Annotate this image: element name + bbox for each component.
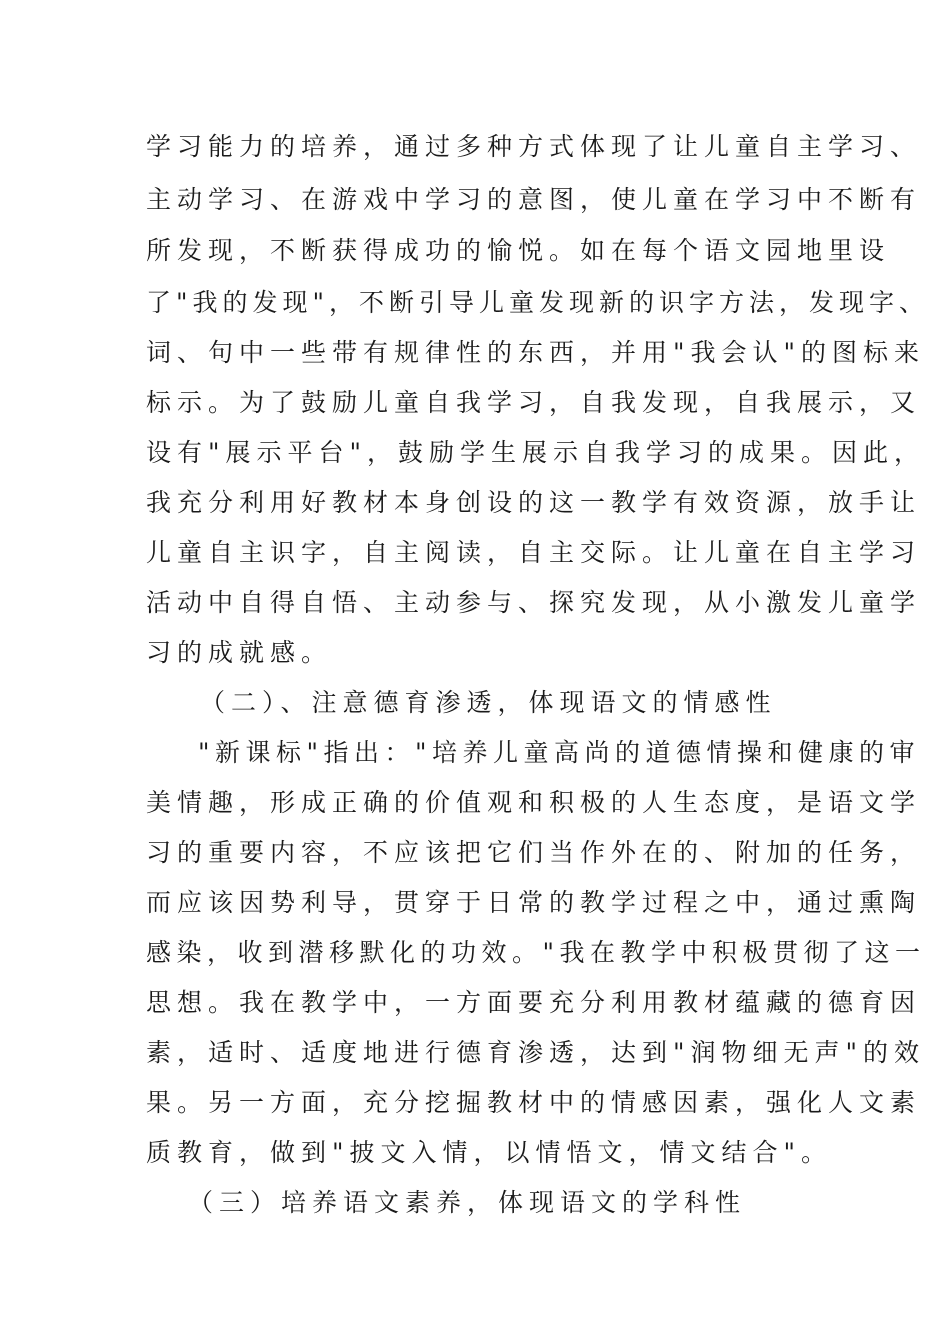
paragraph-line: 标示。为了鼓励儿童自我学习，自我发现，自我展示，又 — [146, 388, 922, 417]
paragraph-line: 而应该因势利导，贯穿于日常的教学过程之中，通过熏陶 — [146, 888, 922, 917]
paragraph-line: 儿童自主识字，自主阅读，自主交际。让儿童在自主学习 — [146, 538, 922, 567]
paragraph-line: 了"我的发现"，不断引导儿童发现新的识字方法，发现字、 — [146, 288, 930, 317]
paragraph-line: 活动中自得自悟、主动参与、探究发现，从小激发儿童学 — [146, 588, 922, 617]
section-heading: （二）、注意德育渗透，体现语文的情感性 — [200, 688, 777, 717]
paragraph-line: 词、句中一些带有规律性的东西，并用"我会认"的图标来 — [146, 338, 926, 367]
paragraph-line: 所发现，不断获得成功的愉悦。如在每个语文园地里设 — [146, 236, 891, 265]
paragraph-line: 主动学习、在游戏中学习的意图，使儿童在学习中不断有 — [146, 185, 922, 214]
section-heading: （三）培养语文素养，体现语文的学科性 — [188, 1188, 747, 1217]
paragraph-line: 果。另一方面，充分挖掘教材中的情感因素，强化人文素 — [146, 1088, 922, 1117]
paragraph-line: 质教育，做到"披文入情，以情悟文，情文结合"。 — [146, 1138, 832, 1167]
paragraph-line: 素，适时、适度地进行德育渗透，达到"润物细无声"的效 — [146, 1038, 926, 1067]
paragraph-line: 我充分利用好教材本身创设的这一教学有效资源，放手让 — [146, 488, 922, 517]
paragraph-line: "新课标"指出："培养儿童高尚的道德情操和健康的审 — [198, 738, 920, 767]
paragraph-line: 习的重要内容，不应该把它们当作外在的、附加的任务， — [146, 838, 922, 867]
paragraph-line: 学习能力的培养，通过多种方式体现了让儿童自主学习、 — [146, 132, 922, 161]
paragraph-line: 感染，收到潜移默化的功效。"我在教学中积极贯彻了这一 — [146, 938, 926, 967]
paragraph-line: 习的成就感。 — [146, 638, 333, 667]
paragraph-line: 设有"展示平台"，鼓励学生展示自我学习的成果。因此， — [146, 438, 926, 467]
paragraph-line: 思想。我在教学中，一方面要充分利用教材蕴藏的德育因 — [146, 988, 922, 1017]
paragraph-line: 美情趣，形成正确的价值观和积极的人生态度，是语文学 — [146, 788, 922, 817]
